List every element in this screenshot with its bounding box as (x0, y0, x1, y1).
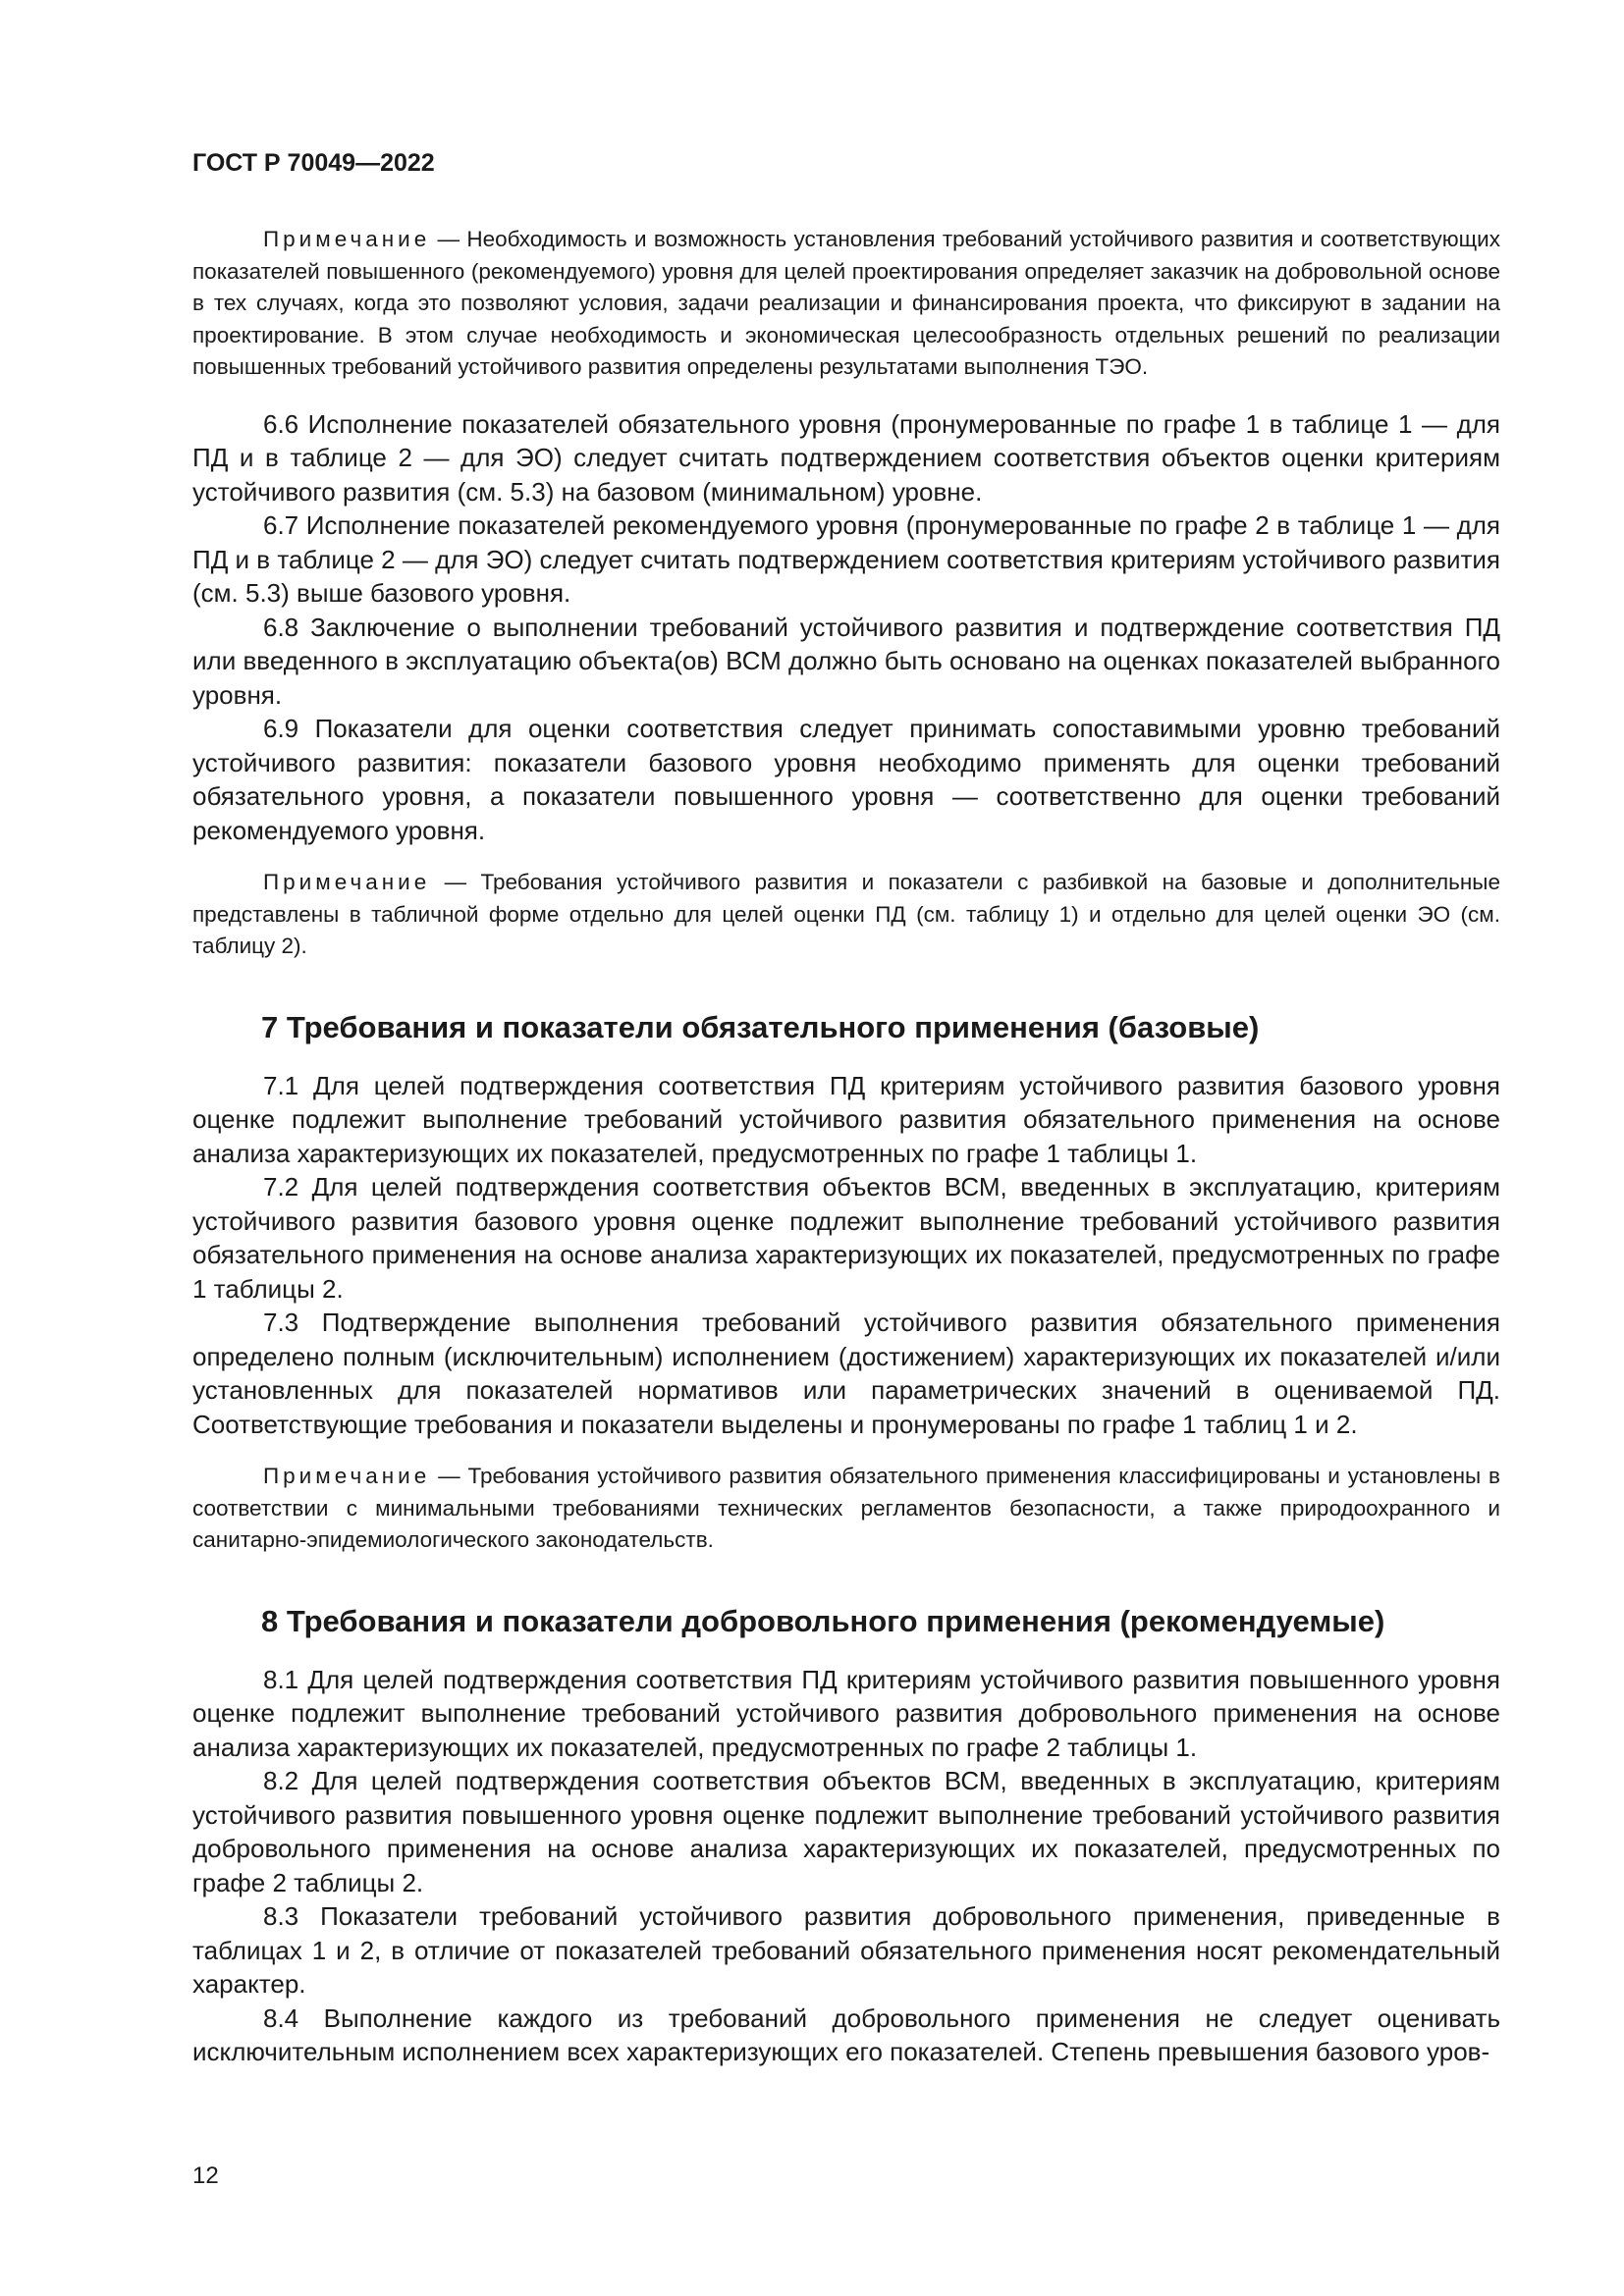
paragraph-7-3: 7.3 Подтверждение выполнения требований устойчивого развития обязательного применения определено полным (исключительным) исполнением (достижением) характеризующих их показателей и/или установленных для показателей нормативов или параметрических значений в оцениваемой ПД. Соответствующие требования и показатели выделены и пронумерованы по графе 1 таблиц 1 и 2. (192, 1308, 1500, 1439)
note-label: Примечание (263, 227, 431, 251)
paragraph-6-7: 6.7 Исполнение показателей рекомендуемого уровня (пронумерованные по графе 2 в таблице 1 — для ПД и в таблице 2 — для ЭО) следует считать подтверждением соответствия критериям устойчивого развития (см. 5.3) выше базового уровня. (192, 510, 1500, 608)
paragraph-7-2: 7.2 Для целей подтверждения соответствия объектов ВСМ, введенных в эксплуатацию, критериям устойчивого развития базового уровня оценке подлежит выполнение требований устойчивого развития обязательного применения на основе анализа характеризующих их показателей, предусмотренных по графе 1 таблицы 2. (192, 1172, 1500, 1304)
note-paragraph (192, 867, 1500, 963)
note-label: Примечание (263, 870, 431, 894)
note-text: — Требования устойчивого развития обязательного применения классифицированы и установлены в соответствии с минимальными требованиями технических регламентов безопасности, а также природоохранного и санитарно-эпидемиологического законодательств. (192, 1464, 1500, 1552)
note-text: — Требования устойчивого развития и показатели с разбивкой на базовые и дополнительные представлены в табличной форме отдельно для целей оценки ПД (см. таблицу 1) и отдельно для целей оценки ЭО (см. таблицу 2). (192, 870, 1500, 958)
note-paragraph (192, 224, 1500, 384)
note-label: Примечание (263, 1464, 431, 1488)
paragraph-6-9: 6.9 Показатели для оценки соответствия следует принимать сопоставимыми уровню требований устойчивого развития: показатели базового уровня необходимо применять для оценки требований обязательного уровня, а показатели повышенного уровня — соответственно для оценки требований рекомендуемого уровня. (192, 714, 1500, 845)
section-8-heading: 8 Требования и показатели добровольного применения (рекомендуемые) (261, 1603, 1385, 1638)
paragraph-6-6: 6.6 Исполнение показателей обязательного уровня (пронумерованные по графе 1 в таблице 1 — для ПД и в таблице 2 — для ЭО) следует считать подтверждением соответствия объектов оценки критериям устойчивого развития (см. 5.3) на базовом (минимальном) уровне. (192, 408, 1500, 507)
paragraph-8-4: 8.4 Выполнение каждого из требований добровольного применения не следует оценивать исключительным исполнением всех характеризующих его показателей. Степень превышения базового уров- (192, 2002, 1500, 2066)
paragraph-8-1: 8.1 Для целей подтверждения соответствия ПД критериям устойчивого развития повышенного уровня оценке подлежит выполнение требований устойчивого развития добровольного применения на основе анализа характеризующих их показателей, предусмотренных по графе 2 таблицы 1. (192, 1664, 1500, 1762)
note-text: — Необходимость и возможность установления требований устойчивого развития и соответствующих показателей повышенного (рекомендуемого) уровня для целей проектирования определяет заказчик на добровольной основе в тех случаях, когда это позволяют условия, задачи реализации и финансирования проекта, что фиксируют в задании на проектирование. В этом случае необходимость и экономическая целесообразность отдельных решений по реализации повышенных требований устойчивого развития определены результатами выполнения ТЭО. (192, 227, 1500, 379)
paragraph-7-1: 7.1 Для целей подтверждения соответствия ПД критериям устойчивого развития базового уровня оценке подлежит выполнение требований устойчивого развития обязательного применения на основе анализа характеризующих их показателей, предусмотренных по графе 1 таблицы 1. (192, 1070, 1500, 1168)
page-number: 12 (192, 2163, 219, 2189)
paragraph-8-3: 8.3 Показатели требований устойчивого развития добровольного применения, приведенные в таблицах 1 и 2, в отличие от показателей требований обязательного применения носят рекомендательный характер. (192, 1901, 1500, 1999)
paragraph-8-2: 8.2 Для целей подтверждения соответствия объектов ВСМ, введенных в эксплуатацию, критериям устойчивого развития повышенного уровня оценке подлежит выполнение требований устойчивого развития добровольного применения на основе анализа характеризующих их показателей, предусмотренных по графе 2 таблицы 2. (192, 1766, 1500, 1897)
document-page (192, 147, 1500, 2069)
note-paragraph (192, 1461, 1500, 1557)
section-7-heading: 7 Требования и показатели обязательного применения (базовые) (261, 1009, 1260, 1044)
paragraph-6-8: 6.8 Заключение о выполнении требований устойчивого развития и подтверждение соответствия ПД или введенного в эксплуатацию объекта(ов) ВСМ должно быть основано на оценках показателей выбранного уровня. (192, 612, 1500, 710)
document-code-header: ГОСТ Р 70049—2022 (192, 149, 435, 177)
